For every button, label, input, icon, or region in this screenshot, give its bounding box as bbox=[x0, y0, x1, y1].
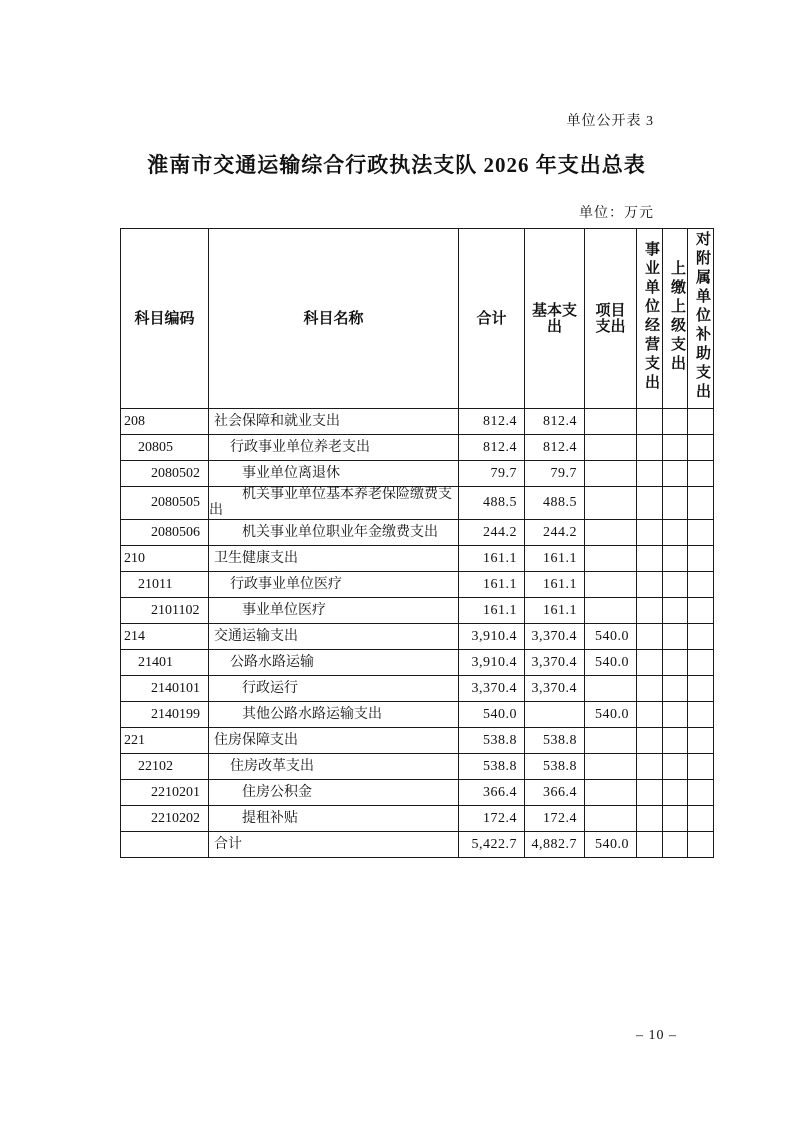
cell-subsidy bbox=[688, 461, 714, 487]
cell-operating bbox=[637, 546, 663, 572]
cell-upper bbox=[663, 572, 688, 598]
table-row bbox=[121, 806, 714, 832]
cell-code bbox=[121, 832, 209, 858]
cell-upper bbox=[663, 546, 688, 572]
cell-upper bbox=[663, 598, 688, 624]
cell-project: 540.0 bbox=[585, 624, 637, 650]
unit-label: 单位：万元 bbox=[579, 206, 654, 221]
cell-project: 540.0 bbox=[585, 832, 637, 858]
cell-project bbox=[585, 780, 637, 806]
cell-upper bbox=[663, 806, 688, 832]
table-row bbox=[121, 461, 714, 487]
col-header-basic-expenditure-label: 基本支出 bbox=[531, 302, 577, 335]
cell-name: 行政事业单位养老支出 bbox=[209, 435, 459, 461]
cell-operating bbox=[637, 754, 663, 780]
cell-subsidy bbox=[688, 624, 714, 650]
table-row bbox=[121, 546, 714, 572]
cell-operating bbox=[637, 676, 663, 702]
cell-project bbox=[585, 409, 637, 435]
col-header-subject-code-label: 科目编码 bbox=[134, 310, 195, 327]
table-row bbox=[121, 435, 714, 461]
cell-project bbox=[585, 728, 637, 754]
cell-code: 2080505 bbox=[121, 487, 209, 520]
cell-basic: 538.8 bbox=[525, 728, 585, 754]
cell-upper bbox=[663, 780, 688, 806]
col-header-subject-name-label: 科目名称 bbox=[303, 310, 364, 327]
cell-total: 161.1 bbox=[459, 572, 525, 598]
cell-total: 5,422.7 bbox=[459, 832, 525, 858]
table-row bbox=[121, 702, 714, 728]
cell-subsidy bbox=[688, 754, 714, 780]
cell-name: 提租补贴 bbox=[209, 806, 459, 832]
table-header-row bbox=[121, 229, 714, 409]
cell-name: 卫生健康支出 bbox=[209, 546, 459, 572]
cell-subsidy bbox=[688, 832, 714, 858]
col-header-subject-name bbox=[209, 229, 459, 409]
cell-total: 540.0 bbox=[459, 702, 525, 728]
cell-code: 208 bbox=[121, 409, 209, 435]
cell-basic: 3,370.4 bbox=[525, 676, 585, 702]
cell-operating bbox=[637, 832, 663, 858]
cell-operating bbox=[637, 806, 663, 832]
cell-subsidy bbox=[688, 546, 714, 572]
cell-upper bbox=[663, 676, 688, 702]
cell-basic bbox=[525, 702, 585, 728]
cell-name: 行政事业单位医疗 bbox=[209, 572, 459, 598]
cell-operating bbox=[637, 624, 663, 650]
cell-code: 2210202 bbox=[121, 806, 209, 832]
cell-operating bbox=[637, 572, 663, 598]
cell-project bbox=[585, 572, 637, 598]
cell-code: 2080502 bbox=[121, 461, 209, 487]
cell-name: 机关事业单位基本养老保险缴费支出 bbox=[209, 487, 459, 520]
cell-subsidy bbox=[688, 780, 714, 806]
cell-total: 488.5 bbox=[459, 487, 525, 520]
cell-basic: 172.4 bbox=[525, 806, 585, 832]
table-row bbox=[121, 409, 714, 435]
cell-project bbox=[585, 806, 637, 832]
cell-operating bbox=[637, 650, 663, 676]
cell-subsidy bbox=[688, 702, 714, 728]
cell-total: 538.8 bbox=[459, 754, 525, 780]
cell-operating bbox=[637, 702, 663, 728]
cell-project bbox=[585, 520, 637, 546]
cell-code: 21401 bbox=[121, 650, 209, 676]
cell-upper bbox=[663, 624, 688, 650]
cell-code: 2080506 bbox=[121, 520, 209, 546]
form-label: 单位公开表 3 bbox=[566, 114, 654, 129]
cell-operating bbox=[637, 520, 663, 546]
cell-name: 住房公积金 bbox=[209, 780, 459, 806]
cell-upper bbox=[663, 520, 688, 546]
cell-upper bbox=[663, 754, 688, 780]
cell-basic: 161.1 bbox=[525, 546, 585, 572]
table-row bbox=[121, 754, 714, 780]
cell-project bbox=[585, 676, 637, 702]
table-row bbox=[121, 728, 714, 754]
cell-basic: 812.4 bbox=[525, 435, 585, 461]
cell-project: 540.0 bbox=[585, 650, 637, 676]
cell-name: 社会保障和就业支出 bbox=[209, 409, 459, 435]
table-row bbox=[121, 520, 714, 546]
cell-project bbox=[585, 754, 637, 780]
cell-basic: 3,370.4 bbox=[525, 624, 585, 650]
table-total-row bbox=[121, 832, 714, 858]
cell-total: 3,910.4 bbox=[459, 650, 525, 676]
col-header-operating-expenditure bbox=[637, 229, 663, 409]
cell-basic: 366.4 bbox=[525, 780, 585, 806]
cell-code: 2101102 bbox=[121, 598, 209, 624]
cell-name: 机关事业单位职业年金缴费支出 bbox=[209, 520, 459, 546]
cell-name: 行政运行 bbox=[209, 676, 459, 702]
table-row bbox=[121, 650, 714, 676]
cell-subsidy bbox=[688, 572, 714, 598]
col-header-total bbox=[459, 229, 525, 409]
cell-name: 住房保障支出 bbox=[209, 728, 459, 754]
cell-operating bbox=[637, 598, 663, 624]
cell-total: 538.8 bbox=[459, 728, 525, 754]
cell-subsidy bbox=[688, 676, 714, 702]
cell-upper bbox=[663, 832, 688, 858]
cell-total: 244.2 bbox=[459, 520, 525, 546]
table-row bbox=[121, 572, 714, 598]
cell-name: 其他公路水路运输支出 bbox=[209, 702, 459, 728]
table-body bbox=[121, 409, 714, 858]
cell-name: 住房改革支出 bbox=[209, 754, 459, 780]
table-row bbox=[121, 598, 714, 624]
cell-operating bbox=[637, 780, 663, 806]
cell-subsidy bbox=[688, 435, 714, 461]
cell-name: 事业单位医疗 bbox=[209, 598, 459, 624]
cell-subsidy bbox=[688, 409, 714, 435]
table-row bbox=[121, 676, 714, 702]
cell-subsidy bbox=[688, 520, 714, 546]
cell-total: 3,370.4 bbox=[459, 676, 525, 702]
cell-project bbox=[585, 546, 637, 572]
cell-code: 221 bbox=[121, 728, 209, 754]
cell-code: 20805 bbox=[121, 435, 209, 461]
cell-operating bbox=[637, 461, 663, 487]
cell-basic: 538.8 bbox=[525, 754, 585, 780]
cell-project bbox=[585, 598, 637, 624]
cell-code: 2140101 bbox=[121, 676, 209, 702]
col-header-total-label: 合计 bbox=[476, 310, 507, 327]
cell-upper bbox=[663, 461, 688, 487]
cell-operating bbox=[637, 409, 663, 435]
cell-upper bbox=[663, 435, 688, 461]
col-header-subject-code bbox=[121, 229, 209, 409]
cell-subsidy bbox=[688, 598, 714, 624]
cell-subsidy bbox=[688, 650, 714, 676]
cell-operating bbox=[637, 728, 663, 754]
cell-code: 214 bbox=[121, 624, 209, 650]
expenditure-table bbox=[120, 228, 714, 858]
cell-upper bbox=[663, 650, 688, 676]
cell-operating bbox=[637, 487, 663, 520]
cell-subsidy bbox=[688, 806, 714, 832]
cell-total: 172.4 bbox=[459, 806, 525, 832]
col-header-project-expenditure bbox=[585, 229, 637, 409]
cell-total: 161.1 bbox=[459, 546, 525, 572]
cell-upper bbox=[663, 728, 688, 754]
cell-subsidy bbox=[688, 487, 714, 520]
cell-upper bbox=[663, 487, 688, 520]
cell-basic: 244.2 bbox=[525, 520, 585, 546]
col-header-upper-level-expenditure-label: 上缴上级支出 bbox=[669, 259, 685, 374]
cell-upper bbox=[663, 409, 688, 435]
col-header-operating-expenditure-label: 事业单位经营支出 bbox=[643, 240, 659, 393]
table-row bbox=[121, 624, 714, 650]
cell-code: 22102 bbox=[121, 754, 209, 780]
cell-total: 812.4 bbox=[459, 409, 525, 435]
col-header-subsidy-expenditure bbox=[688, 229, 714, 409]
cell-basic: 4,882.7 bbox=[525, 832, 585, 858]
cell-subsidy bbox=[688, 728, 714, 754]
cell-total: 812.4 bbox=[459, 435, 525, 461]
cell-project bbox=[585, 461, 637, 487]
cell-basic: 161.1 bbox=[525, 572, 585, 598]
col-header-upper-level-expenditure bbox=[663, 229, 688, 409]
cell-basic: 3,370.4 bbox=[525, 650, 585, 676]
cell-total: 3,910.4 bbox=[459, 624, 525, 650]
cell-project: 540.0 bbox=[585, 702, 637, 728]
cell-operating bbox=[637, 435, 663, 461]
cell-name: 交通运输支出 bbox=[209, 624, 459, 650]
cell-code: 210 bbox=[121, 546, 209, 572]
cell-total: 161.1 bbox=[459, 598, 525, 624]
cell-name: 合计 bbox=[209, 832, 459, 858]
cell-total: 79.7 bbox=[459, 461, 525, 487]
cell-name: 事业单位离退休 bbox=[209, 461, 459, 487]
cell-code: 2140199 bbox=[121, 702, 209, 728]
col-header-basic-expenditure bbox=[525, 229, 585, 409]
table-row bbox=[121, 780, 714, 806]
page-number: – 10 – bbox=[636, 1028, 677, 1043]
cell-basic: 79.7 bbox=[525, 461, 585, 487]
col-header-project-expenditure-label: 项目支出 bbox=[595, 302, 626, 335]
cell-total: 366.4 bbox=[459, 780, 525, 806]
col-header-subsidy-expenditure-label: 对附属单位补助支出 bbox=[694, 231, 710, 402]
cell-basic: 161.1 bbox=[525, 598, 585, 624]
page-title: 淮南市交通运输综合行政执法支队 2026 年支出总表 bbox=[147, 153, 646, 177]
cell-upper bbox=[663, 702, 688, 728]
cell-code: 2210201 bbox=[121, 780, 209, 806]
table-row bbox=[121, 487, 714, 520]
cell-name: 公路水路运输 bbox=[209, 650, 459, 676]
cell-project bbox=[585, 487, 637, 520]
cell-basic: 812.4 bbox=[525, 409, 585, 435]
cell-basic: 488.5 bbox=[525, 487, 585, 520]
cell-code: 21011 bbox=[121, 572, 209, 598]
cell-project bbox=[585, 435, 637, 461]
